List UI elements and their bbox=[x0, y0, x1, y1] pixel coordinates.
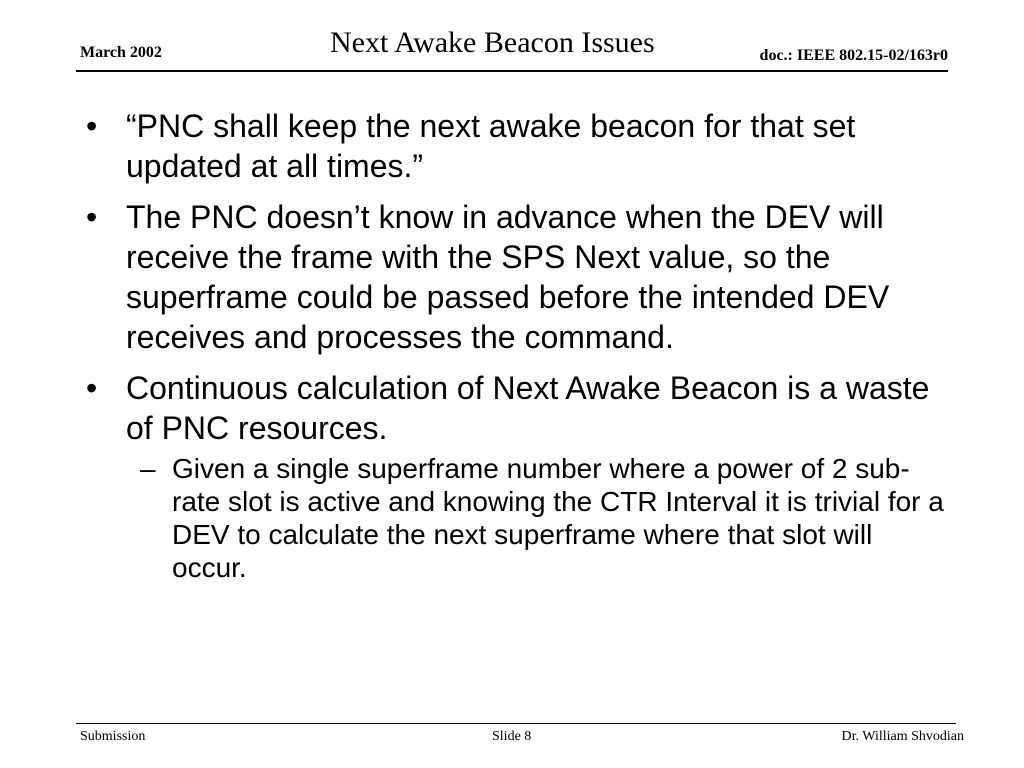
bullet-item-1 bbox=[80, 106, 950, 186]
bullet-text: The PNC doesn’t know in advance when the DEV will receive the frame with the SPS Next value, so the superframe could be passed before the intended DEV receives and processes the command. bbox=[126, 199, 890, 355]
slide-body bbox=[80, 106, 950, 595]
footer-author: Dr. William Shvodian bbox=[841, 729, 964, 744]
footer-divider bbox=[76, 723, 956, 724]
sub-bullet-list bbox=[126, 452, 950, 584]
bullet-list bbox=[80, 106, 950, 584]
bullet-icon: • bbox=[86, 370, 98, 406]
sub-bullet-item-1 bbox=[126, 452, 950, 584]
bullet-text: “PNC shall keep the next awake beacon for that set updated at all times.” bbox=[126, 108, 856, 184]
sub-bullet-text: Given a single superframe number where a power of 2 sub-rate slot is active and knowing the CTR Interval it is trivial for a DEV to calculate the next superframe where that slot will occur. bbox=[172, 453, 944, 583]
bullet-text: Continuous calculation of Next Awake Beacon is a waste of PNC resources. bbox=[126, 370, 930, 446]
header-doc-id: doc.: IEEE 802.15-02/163r0 bbox=[759, 47, 948, 64]
slide-title: Next Awake Beacon Issues bbox=[330, 26, 655, 59]
footer-submission: Submission bbox=[80, 729, 146, 744]
bullet-icon: • bbox=[86, 108, 98, 144]
bullet-item-3 bbox=[80, 368, 950, 584]
dash-icon: – bbox=[140, 453, 156, 484]
bullet-item-2 bbox=[80, 197, 950, 357]
footer-slide-number: Slide 8 bbox=[492, 729, 532, 744]
header-divider bbox=[76, 70, 948, 72]
header-date: March 2002 bbox=[80, 44, 162, 61]
bullet-icon: • bbox=[86, 199, 98, 235]
